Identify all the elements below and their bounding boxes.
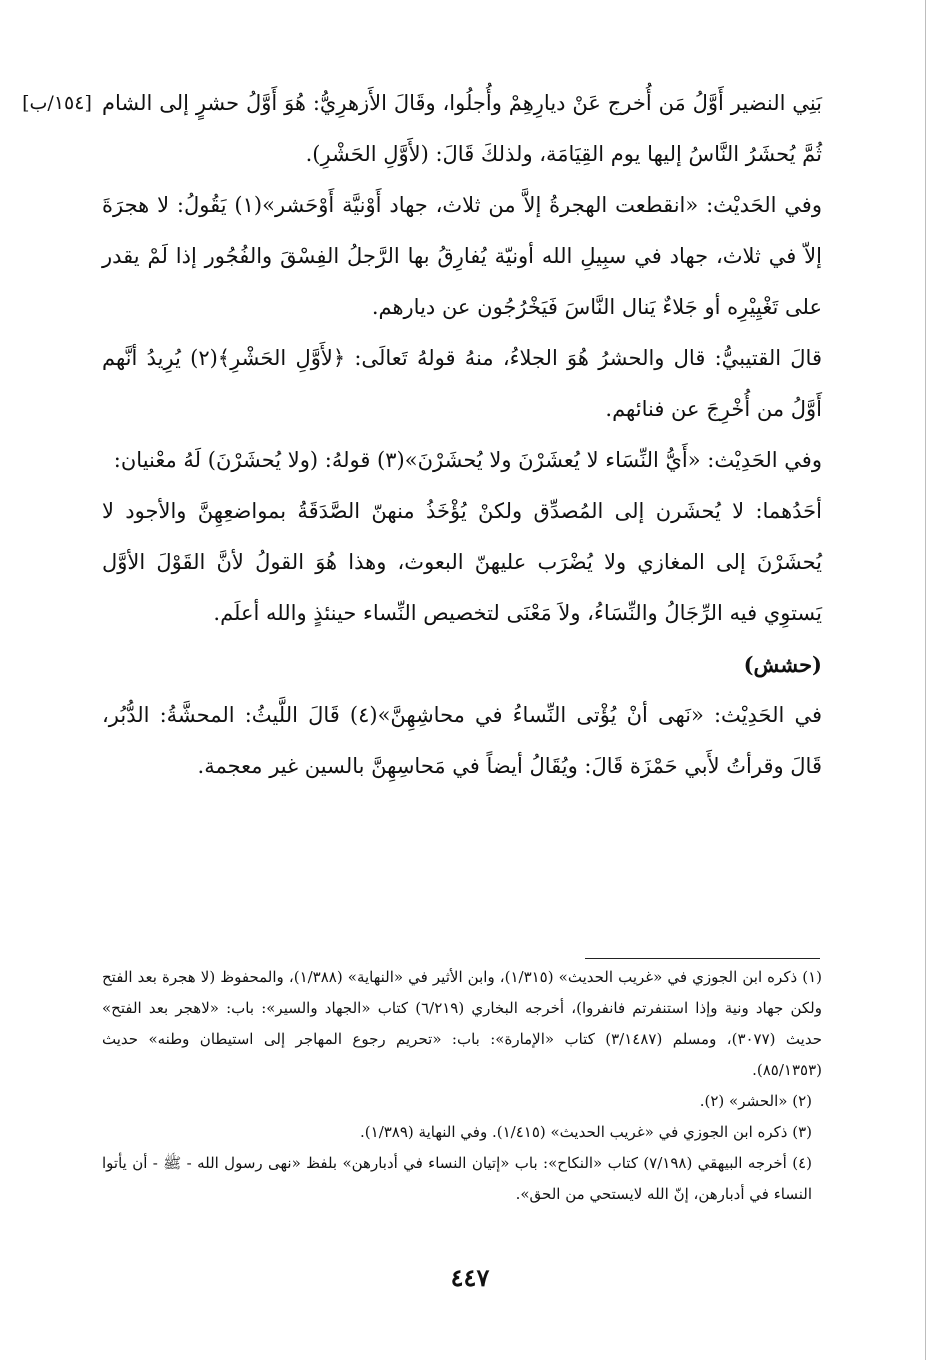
entry-heading: (حشش) xyxy=(743,652,822,677)
footnote: (٤) أخرجه البيهقي (٧/١٩٨) كتاب «النكاح»: باب «إتيان النساء في أدبارهن» بلفظ «نهى رسول الله - ﷺ - أن يأتوا النساء في أدبارهن، إنّ الله لايستحي من الحق». xyxy=(102,1154,812,1203)
page-edge-line xyxy=(925,0,926,1360)
paragraph: بَنِي النضير أَوَّلُ مَن أُخرج عَنْ ديارِهِمْ وأُجلُوا، وقَالَ الأَزهرِيُّ: هُوَ أَوَّلُ حشرٍ إلى الشام ثُمَّ يُحشَرُ النَّاسُ إليها يوم القِيَامَة، ولذلكَ قَالَ: (لأَوَّلِ الحَشْرِ). xyxy=(102,91,822,166)
paragraph: وفي الحَدِيْث: «أَيُّ النِّسَاء لا يُعشَرْنَ ولا يُحشَرْنَ»(٣) قولهُ: (ولا يُحشَرْنَ) لَهُ معْنيان: xyxy=(113,448,822,472)
footnotes xyxy=(102,962,822,1210)
paragraph: في الحَدِيْث: «نَهى أنْ يُؤْتى النِّساءُ في محاشِهِنَّ»(٤) قَالَ اللَّيثُ: المحشَّةُ: الدُّبُر، قَالَ وقرأتُ لأَبي حَمْزَة قَالَ: ويُقَالُ أيضاً في مَحاسِهِنَّ بالسين غير معجمة. xyxy=(102,703,822,778)
paragraph: قالَ القتيبيُّ: قال والحشرُ هُوَ الجلاءُ، منهُ قولهُ تَعالَى: ﴿لأَوَّلِ الحَشْرِ﴾(٢) يُرِيدُ أنَّهم أَوَّلُ من أُخْرِجَ عن فنائهم. xyxy=(102,346,822,421)
footnote: (٣) ذكره ابن الجوزي في «غريب الحديث» (١/٤١٥). وفي النهاية (١/٣٨٩). xyxy=(360,1123,812,1141)
main-text xyxy=(102,78,822,792)
manuscript-folio-reference: [١٥٤/ب] xyxy=(22,92,92,114)
paragraph: وفي الحَديْث: «انقطعت الهجرةُ إلاَّ من ثلاث، جهاد أَوْنيَّة أَوْحَشر»(١) يَقُولُ: لا هجرَةَ إلاّ في ثلاث، جهاد في سبِيلِ الله أونيّة يُفارِقُ بها الرَّجلُ الفِسْقَ والفُجُور إذا لَمْ يقدر على تَغْيِيْرِه أو جَلاءٌ يَنال النَّاسَ فَيَخْرُجُون عن ديارهم. xyxy=(102,193,822,319)
footnote: (١) ذكره ابن الجوزي في «غريب الحديث» (١/٣١٥)، وابن الأثير في «النهاية» (١/٣٨٨)، والمحفوظ (لا هجرة بعد الفتح ولكن جهاد ونية وإذا استنفرتم فانفروا)، أخرجه البخاري (٦/٢١٩) كتاب «الجهاد والسير»: باب: «لاهجر بعد الفتح» حديث (٣٠٧٧)، ومسلم (٣/١٤٨٧) كتاب «الإمارة»: باب: «تحريم رجوع المهاجر إلى استيطان وطنه» حديث (٨٥/١٣٥٣). xyxy=(102,968,822,1079)
page-number: ٤٤٧ xyxy=(450,1263,490,1292)
paragraph: أحَدُهما: لا يُحشَرن إلى المُصدِّق ولكنْ يُؤْخَذُ منهنّ الصَّدَقَةُ بمواضعِهِنَّ والأجود لا يُحشَرْنَ إلى المغازي ولا يُضْرَب عليهنّ البعوث، وهذا هُوَ القولُ لأنَّ القَوْلَ الأوَّل يَستوِي فيه الرِّجَالُ والنِّسَاءُ، ولاَ مَعْنَى لتخصيص النِّساء حينئذٍ والله أعلَم. xyxy=(102,499,822,625)
footnote-separator xyxy=(585,958,820,959)
footnote: (٢) «الحشر» (٢). xyxy=(699,1092,812,1110)
